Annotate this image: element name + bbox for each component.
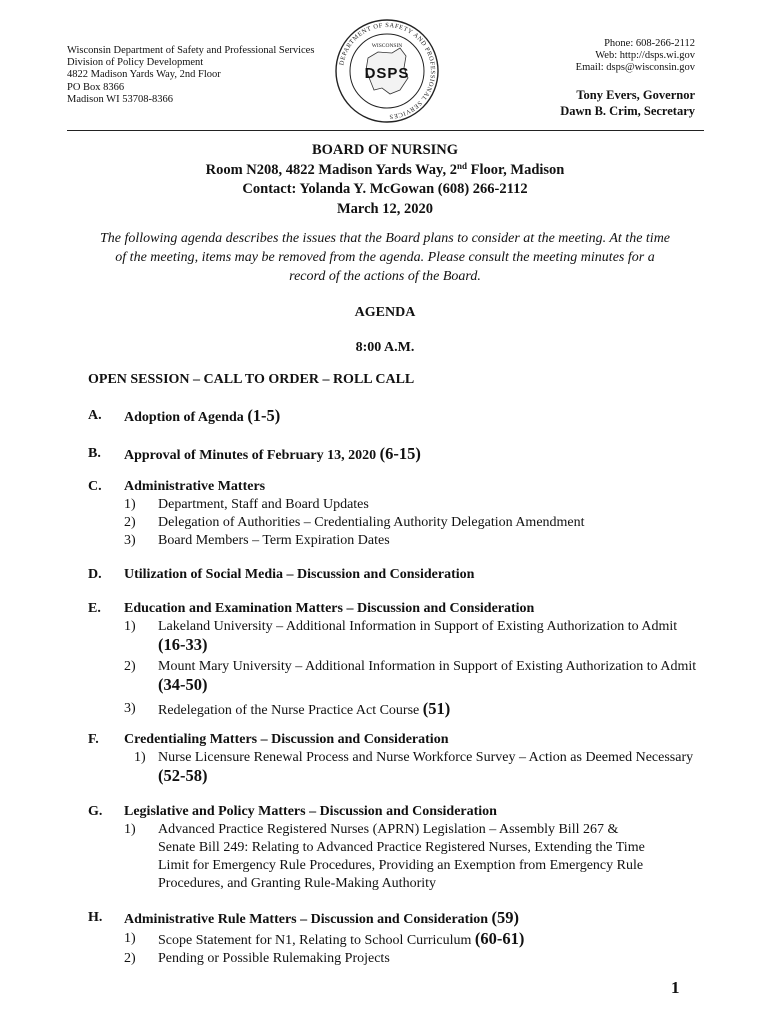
po-box: PO Box 8366: [67, 81, 125, 93]
section-title: Legislative and Policy Matters – Discussion and Consideration: [124, 804, 497, 819]
page-ref: (59): [491, 908, 520, 927]
division-name: Division of Policy Development: [67, 57, 204, 69]
meeting-title-block: [0, 141, 770, 219]
board-name: BOARD OF NURSING: [311, 142, 459, 158]
page-number: 1: [671, 978, 680, 997]
item-list: [124, 930, 704, 968]
section-title: Administrative Rule Matters – Discussion and Consideration (59): [124, 908, 520, 927]
svg-text:WISCONSIN: WISCONSIN: [371, 43, 403, 49]
open-session: OPEN SESSION – CALL TO ORDER – ROLL CALL: [88, 372, 415, 387]
page-ref: (34-50): [158, 675, 208, 694]
city-zip: Madison WI 53708-8366: [67, 93, 173, 105]
page-ref: (6-15): [379, 444, 421, 463]
list-item: 3) Redelegation of the Nurse Practice Act Course (51): [124, 699, 451, 718]
list-item: 1) Lakeland University – Additional Information in Support of Existing Authorization to Admit (16-33): [124, 619, 678, 654]
section-title: Administrative Matters: [124, 479, 266, 494]
list-item: 3) Board Members – Term Expiration Dates: [124, 533, 390, 548]
dsps-seal-logo: [334, 18, 440, 124]
header-divider: [67, 130, 704, 131]
meeting-date: March 12, 2020: [337, 200, 433, 217]
page-ref: (60-61): [474, 929, 525, 948]
meeting-location: Room N208, 4822 Madison Yards Way, 2nd Floor, Madison: [205, 160, 565, 178]
section-letter: D.: [88, 567, 102, 582]
page-ref: (52-58): [158, 766, 208, 785]
section-title: Credentialing Matters – Discussion and Consideration: [124, 732, 449, 747]
list-item: 2) Pending or Possible Rulemaking Projects: [124, 951, 390, 966]
page-ref: (1-5): [247, 406, 281, 425]
list-item: 2) Delegation of Authorities – Credentialing Authority Delegation Amendment: [124, 515, 585, 530]
street-address: 4822 Madison Yards Way, 2nd Floor: [67, 69, 221, 81]
list-item: 1) Nurse Licensure Renewal Process and Nurse Workforce Survey – Action as Deemed Necessary (52-58): [134, 750, 694, 785]
secretary: Dawn B. Crim, Secretary: [560, 103, 695, 118]
list-item: 1) Advanced Practice Registered Nurses (APRN) Legislation – Assembly Bill 267 & Senate Bill 249: Relating to Advanced Practice Registered Nurses, Extending the Time Limit for Emergency Rule Procedures, Providing an Exemption from Emergency Rule Procedures, and Granting Rule-Making Authority: [124, 822, 645, 891]
svg-text:DSPS: DSPS: [364, 65, 410, 82]
meeting-contact: Contact: Yolanda Y. McGowan (608) 266-2112: [242, 181, 528, 197]
section-title: Adoption of Agenda (1-5): [124, 406, 281, 425]
agency-name: Wisconsin Department of Safety and Professional Services: [67, 45, 315, 56]
section-letter: C.: [88, 479, 102, 494]
email-link[interactable]: Email: dsps@wisconsin.gov: [575, 62, 695, 74]
page-ref: (16-33): [158, 635, 208, 654]
item-list: [124, 821, 659, 893]
agenda-heading: AGENDA: [354, 305, 416, 320]
agenda-intro: The following agenda describes the issues that the Board plans to consider at the meeting. At the time of the meeting, items may be removed from the agenda. Please consult the meeting minutes for a record of the actions of the Board.: [99, 231, 671, 284]
section-title: Approval of Minutes of February 13, 2020 (6-15): [124, 444, 421, 463]
section-letter: B.: [88, 446, 101, 461]
section-letter: F.: [88, 732, 99, 747]
officials: [560, 87, 695, 119]
svg-text:DEPARTMENT OF SAFETY AND PROFE: DEPARTMENT OF SAFETY AND PROFESSIONAL SERVICES: [338, 21, 437, 120]
section-title: Education and Examination Matters – Discussion and Consideration: [124, 601, 535, 616]
section-letter: G.: [88, 804, 103, 819]
item-list: [124, 496, 704, 550]
list-item: 1) Department, Staff and Board Updates: [124, 497, 369, 512]
section-letter: E.: [88, 601, 101, 616]
item-list: [134, 749, 704, 787]
page-ref: (51): [422, 699, 451, 718]
list-item: 2) Mount Mary University – Additional Information in Support of Existing Authorization to Admit (34-50): [124, 659, 697, 694]
section-letter: H.: [88, 910, 103, 925]
meeting-time: 8:00 A.M.: [355, 340, 415, 355]
phone: Phone: 608-266-2112: [604, 38, 695, 49]
item-list: [124, 618, 704, 720]
contact-block: [560, 38, 695, 119]
section-title: Utilization of Social Media – Discussion and Consideration: [124, 567, 475, 582]
agency-address-block: [67, 45, 314, 106]
web-link[interactable]: Web: http://dsps.wi.gov: [595, 50, 695, 62]
list-item: 1) Scope Statement for N1, Relating to School Curriculum (60-61): [124, 929, 525, 948]
section-letter: A.: [88, 408, 102, 423]
governor: Tony Evers, Governor: [576, 87, 695, 102]
